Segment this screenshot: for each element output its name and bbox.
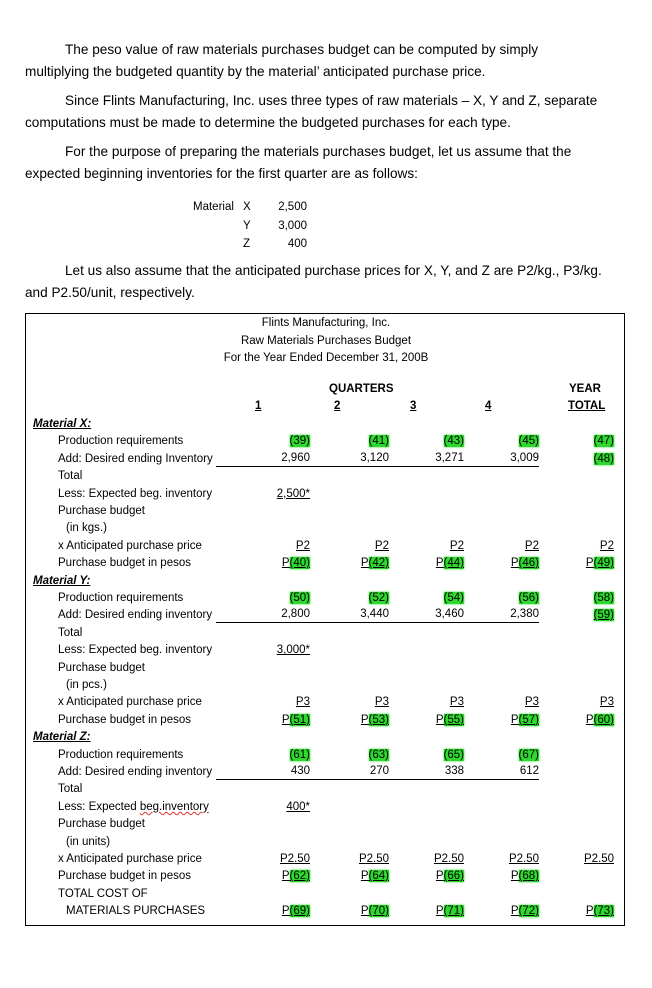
- row-label: Purchase budget in pesos: [58, 870, 191, 883]
- cell-q2: [369, 433, 389, 450]
- highlighted-blank: (54): [443, 592, 464, 604]
- row-label: TOTAL COST OF: [58, 887, 148, 900]
- table-row: [26, 868, 626, 885]
- highlighted-blank: (52): [368, 592, 389, 604]
- cell-q1: P(62): [281, 870, 310, 883]
- table-row: [26, 416, 626, 433]
- highlighted-blank: (48): [593, 452, 614, 465]
- highlighted-blank: (62): [289, 870, 310, 883]
- cell-q3: P2.50: [433, 853, 464, 865]
- cell-q2: P(53): [360, 713, 389, 726]
- row-label: x Anticipated purchase price: [58, 539, 202, 552]
- cell-q4: 3,009: [406, 451, 539, 467]
- inventory-material: Y: [243, 220, 251, 232]
- cell-qtotal: P3: [599, 696, 614, 709]
- cell-q3: P(71): [435, 905, 464, 918]
- cell-q4: P3: [524, 696, 539, 709]
- row-label: Less: Expected beg.inventory: [58, 800, 209, 813]
- cell-q2: P2: [374, 539, 389, 552]
- row-label: (in pcs.): [66, 679, 107, 691]
- cell-q3: [444, 433, 464, 450]
- highlighted-blank: (46): [518, 557, 539, 570]
- row-label: Less: Expected beg. inventory: [58, 487, 213, 500]
- table-row: [26, 799, 626, 816]
- row-label: Add: Desired ending Inventory: [58, 452, 213, 465]
- table-row: [26, 834, 626, 851]
- cell-q1: P2: [295, 539, 310, 552]
- row-label: Add: Desired ending inventory: [58, 609, 213, 622]
- highlighted-blank: (57): [518, 713, 539, 726]
- highlighted-blank: (66): [443, 870, 464, 883]
- cell-qtotal: [594, 433, 614, 450]
- cell-q1: 400*: [286, 800, 310, 813]
- total-header: TOTAL: [568, 400, 606, 412]
- cell-q2: P(42): [360, 557, 389, 570]
- cell-q4: P2.50: [508, 853, 539, 865]
- cell-q4: [519, 433, 539, 450]
- year-header: YEAR: [569, 383, 601, 395]
- cell-q2: P2.50: [358, 853, 389, 865]
- table-row: [26, 886, 626, 903]
- cell-q4: P(46): [510, 557, 539, 570]
- cell-q4: 612: [406, 764, 539, 780]
- highlighted-blank: (59): [593, 609, 614, 622]
- cell-q2: P3: [374, 696, 389, 709]
- table-row: [26, 903, 626, 920]
- row-label: Purchase budget: [58, 505, 145, 517]
- highlighted-blank: (73): [593, 905, 614, 918]
- row-label: Purchase budget: [58, 818, 145, 831]
- row-label: Add: Desired ending inventory: [58, 766, 213, 778]
- cell-q4: [519, 747, 539, 764]
- highlighted-blank: (47): [593, 435, 614, 448]
- spellcheck-underline: beg.inventory: [139, 800, 209, 813]
- highlighted-blank: (39): [289, 435, 310, 448]
- paragraph-1: [25, 39, 605, 83]
- table-row: [26, 747, 626, 764]
- highlighted-blank: (45): [518, 435, 539, 448]
- row-label: Purchase budget in pesos: [58, 713, 191, 726]
- row-label: (in kgs.): [66, 522, 107, 535]
- table-row: [26, 555, 626, 572]
- cell-q4: [519, 590, 539, 607]
- cell-qtotal: P(49): [585, 557, 614, 570]
- table-row: [26, 451, 626, 468]
- table-row: [26, 538, 626, 555]
- cell-q3: P2: [449, 539, 464, 552]
- cell-q2: 270: [284, 764, 389, 780]
- row-label: Production requirements: [58, 435, 184, 448]
- quarter-2-header: 2: [334, 400, 341, 412]
- paragraph-text: For the purpose of preparing the materials purchases budget, let us assume that the expected beginning inventories for the first quarter are as follows:: [25, 144, 572, 181]
- quarter-1-header: 1: [255, 400, 262, 412]
- paragraph-4: [25, 260, 605, 304]
- paragraph-text: The peso value of raw materials purchases budget can be computed by simply multiplying the budgeted quantity by the material’ anticipated purchase price.: [25, 42, 539, 79]
- highlighted-blank: (71): [443, 905, 464, 918]
- paragraph-2: [25, 90, 605, 134]
- inventory-value: 400: [287, 238, 307, 250]
- row-label: x Anticipated purchase price: [58, 696, 202, 709]
- cell-q2: P(64): [360, 870, 389, 883]
- quarters-header: QUARTERS: [329, 383, 394, 395]
- table-row: [26, 503, 626, 520]
- cell-q1: P2.50: [279, 853, 310, 865]
- highlighted-blank: (50): [289, 592, 310, 604]
- table-row: [26, 694, 626, 711]
- highlighted-blank: (67): [518, 748, 539, 761]
- cell-q1: 2,960: [216, 451, 310, 467]
- cell-q2: [369, 590, 389, 607]
- cell-q2: [369, 747, 389, 764]
- table-row: [26, 660, 626, 677]
- table-row: [26, 816, 626, 833]
- highlighted-blank: (58): [593, 592, 614, 604]
- table-row: [26, 433, 626, 450]
- table-row: [26, 573, 626, 590]
- highlighted-blank: (49): [593, 557, 614, 570]
- table-row: [26, 607, 626, 624]
- cell-qtotal: [594, 451, 614, 468]
- cell-qtotal: [594, 590, 614, 607]
- highlighted-blank: (44): [443, 557, 464, 570]
- inventory-value: 3,000: [278, 220, 307, 232]
- cell-q1: P3: [295, 696, 310, 709]
- highlighted-blank: (40): [289, 557, 310, 570]
- cell-qtotal: P(60): [585, 713, 614, 726]
- highlighted-blank: (69): [289, 905, 310, 918]
- row-label: Purchase budget in pesos: [58, 557, 191, 570]
- cell-q1: 430: [216, 764, 310, 780]
- inventory-value: 2,500: [278, 201, 307, 213]
- table-title: Raw Materials Purchases Budget: [240, 335, 412, 347]
- row-label: (in units): [66, 835, 111, 848]
- row-label: Total: [58, 626, 83, 639]
- table-row: [26, 642, 626, 659]
- cell-q3: [444, 590, 464, 607]
- highlighted-blank: (63): [368, 748, 389, 761]
- paragraph-text: Let us also assume that the anticipated purchase prices for X, Y, and Z are P2/kg., P3/kg. and P2.50/unit, respectively.: [25, 263, 602, 300]
- cell-q2: 3,440: [284, 607, 389, 623]
- row-label: Production requirements: [58, 748, 184, 761]
- section-heading: Material X:: [33, 418, 92, 430]
- cell-q4: P(57): [510, 713, 539, 726]
- cell-q3: 3,460: [344, 607, 464, 623]
- row-label: Less: Expected beg. inventory: [58, 644, 213, 657]
- highlighted-blank: (64): [368, 870, 389, 883]
- table-row: [26, 764, 626, 781]
- table-period: For the Year Ended December 31, 200B: [223, 352, 429, 364]
- highlighted-blank: (72): [518, 905, 539, 918]
- highlighted-blank: (43): [443, 435, 464, 448]
- inventory-label: Material: [193, 201, 234, 213]
- cell-qtotal: [594, 607, 614, 624]
- cell-q4: P2: [524, 539, 539, 552]
- section-heading: Material Z:: [33, 731, 91, 744]
- row-label: MATERIALS PURCHASES: [66, 905, 206, 918]
- highlighted-blank: (55): [443, 713, 464, 726]
- table-row: [26, 520, 626, 537]
- cell-q1: P(40): [281, 557, 310, 570]
- table-row: [26, 712, 626, 729]
- table-row: [26, 590, 626, 607]
- cell-q1: P(51): [281, 713, 310, 726]
- cell-q1: P(69): [281, 905, 310, 918]
- quarter-4-header: 4: [485, 400, 492, 412]
- table-row: [26, 729, 626, 746]
- row-label: x Anticipated purchase price: [58, 853, 202, 865]
- highlighted-blank: (41): [368, 435, 389, 448]
- highlighted-blank: (56): [518, 592, 539, 604]
- row-label: Production requirements: [58, 592, 184, 604]
- cell-q1: 2,500*: [276, 487, 310, 500]
- cell-q3: P3: [449, 696, 464, 709]
- cell-q3: P(44): [435, 557, 464, 570]
- section-heading: Material Y:: [33, 574, 91, 587]
- cell-q3: P(55): [435, 713, 464, 726]
- quarter-3-header: 3: [410, 400, 417, 412]
- row-label: Total: [58, 470, 83, 483]
- highlighted-blank: (53): [368, 713, 389, 726]
- table-row: [26, 677, 626, 694]
- cell-q3: 3,271: [344, 451, 464, 467]
- cell-q3: [444, 747, 464, 764]
- cell-q4: P(68): [510, 870, 539, 883]
- company-name: Flints Manufacturing, Inc.: [261, 317, 391, 329]
- row-label: Purchase budget: [58, 661, 145, 674]
- cell-q1: [290, 590, 310, 607]
- highlighted-blank: (68): [518, 870, 539, 883]
- highlighted-blank: (61): [289, 748, 310, 761]
- table-row: [26, 781, 626, 798]
- cell-q2: P(70): [360, 905, 389, 918]
- row-label: Total: [58, 783, 83, 796]
- cell-q2: 3,120: [284, 451, 389, 467]
- inventory-material: Z: [243, 238, 251, 250]
- cell-q3: 338: [344, 764, 464, 780]
- inventory-material: X: [243, 201, 251, 213]
- cell-q3: P(66): [435, 870, 464, 883]
- paragraph-text: Since Flints Manufacturing, Inc. uses three types of raw materials – X, Y and Z, separate computations must be made to determine the budgeted purchases for each type.: [25, 93, 598, 130]
- cell-q1: [290, 747, 310, 764]
- table-row: [26, 468, 626, 485]
- table-row: [26, 625, 626, 642]
- cell-q4: 2,380: [406, 607, 539, 623]
- table-row: [26, 486, 626, 503]
- cell-q4: P(72): [510, 905, 539, 918]
- highlighted-blank: (70): [368, 905, 389, 918]
- highlighted-blank: (42): [368, 557, 389, 570]
- highlighted-blank: (60): [593, 713, 614, 726]
- cell-qtotal: P2: [599, 539, 614, 552]
- cell-q1: [290, 433, 310, 450]
- cell-q1: 3,000*: [276, 644, 310, 657]
- cell-q1: 2,800: [216, 607, 310, 623]
- paragraph-3: [25, 141, 605, 185]
- highlighted-blank: (51): [289, 713, 310, 726]
- budget-table: [25, 313, 625, 926]
- table-row: [26, 851, 626, 868]
- highlighted-blank: (65): [443, 748, 464, 761]
- cell-qtotal: P2.50: [583, 853, 614, 865]
- cell-qtotal: P(73): [585, 905, 614, 918]
